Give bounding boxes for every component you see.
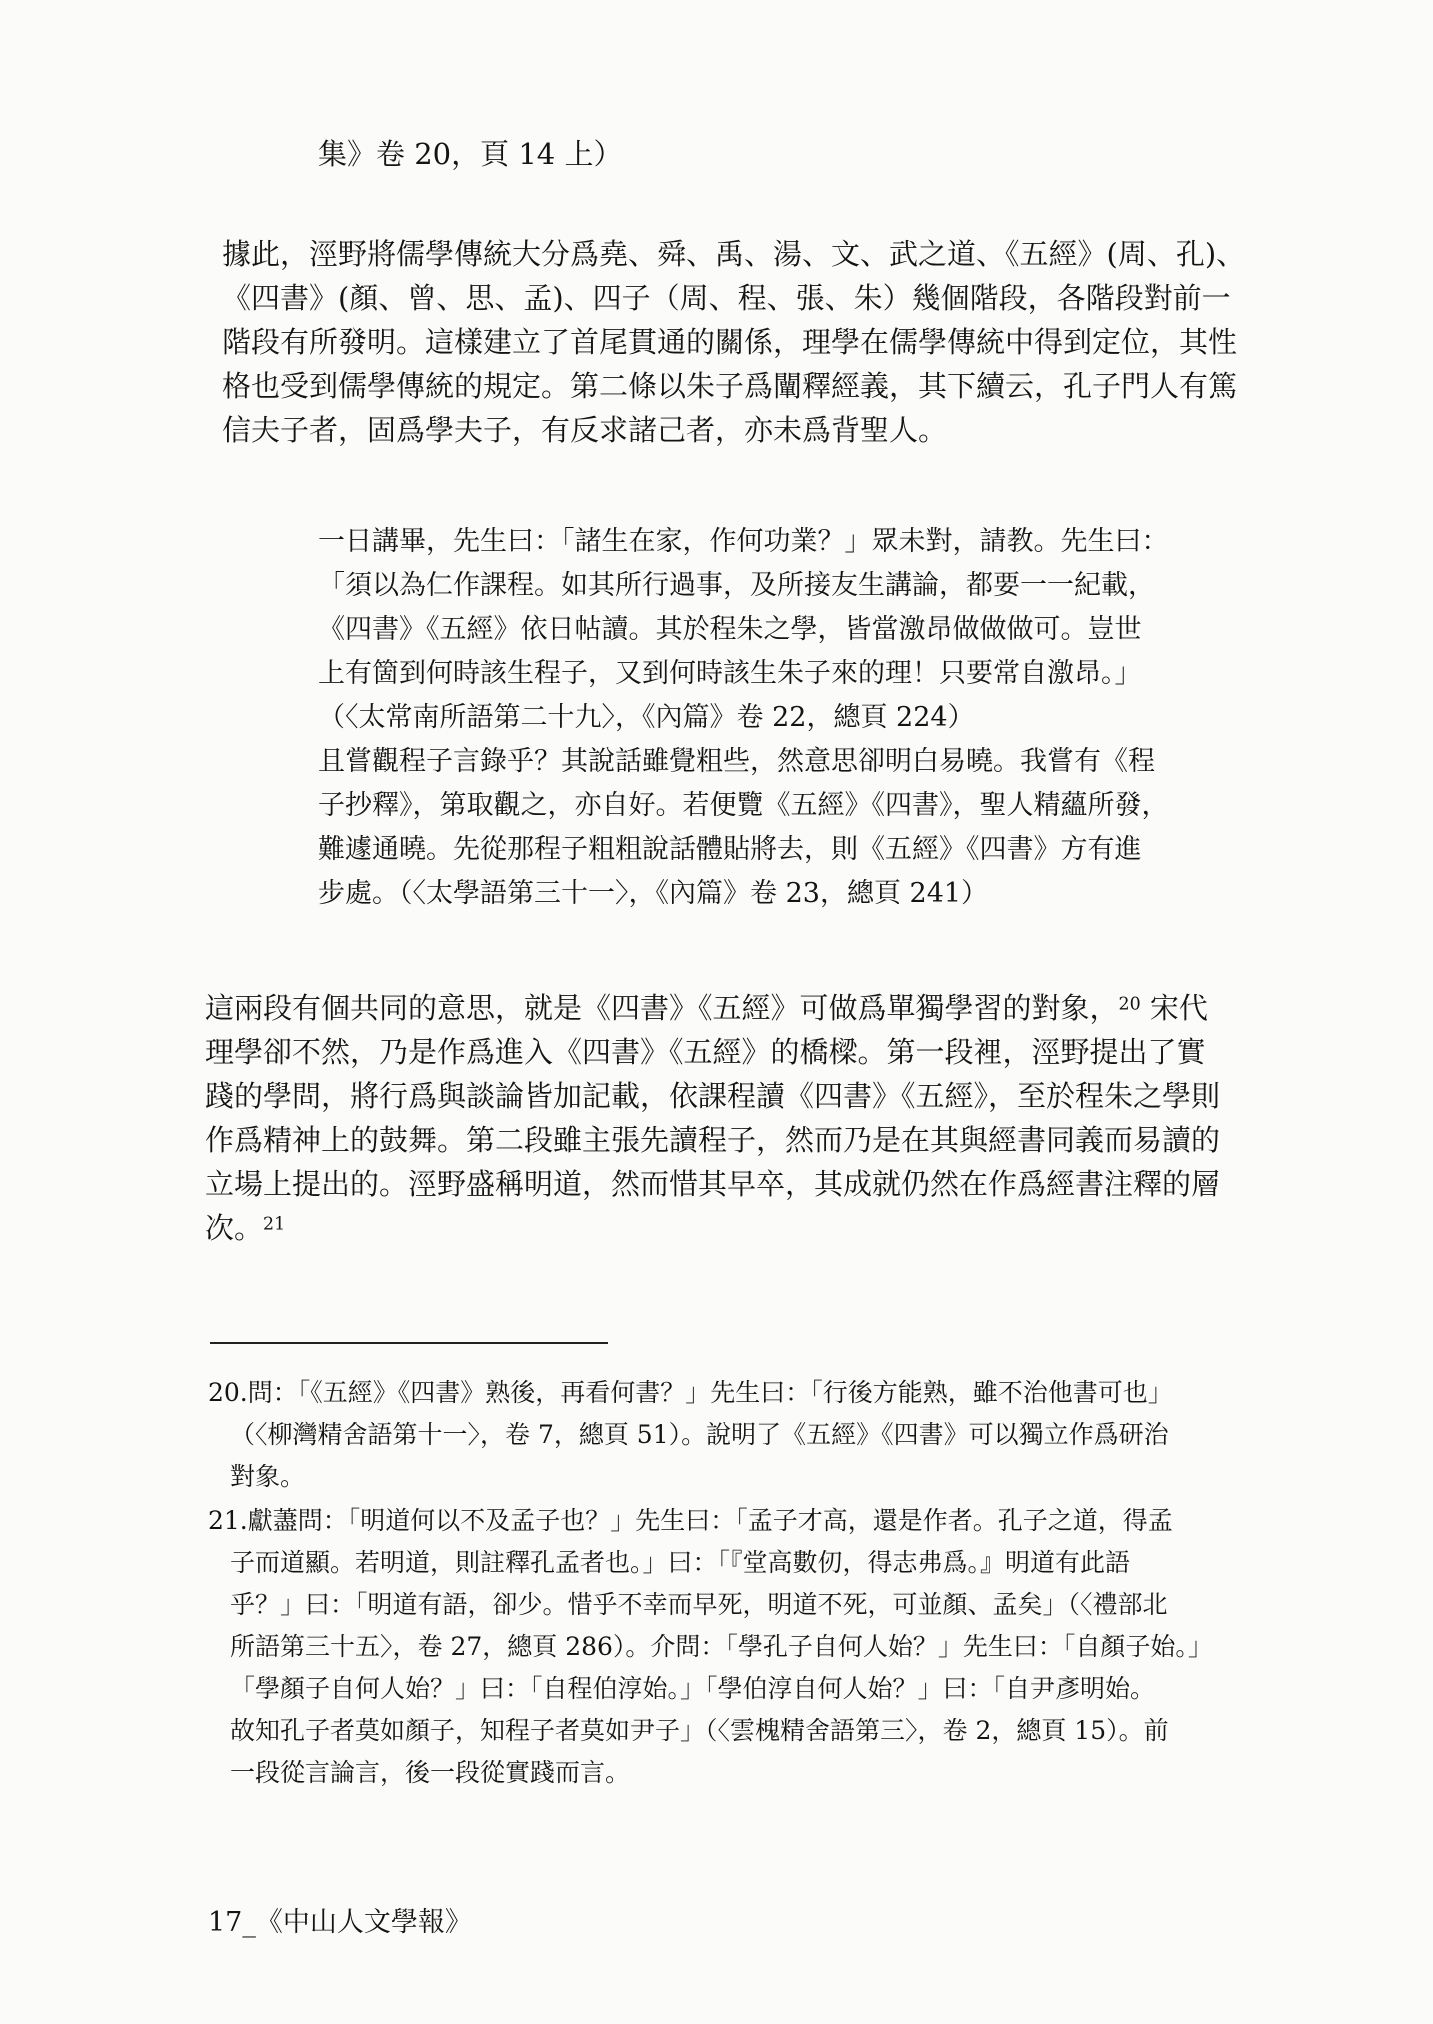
paragraph-line: 格也受到儒學傳統的規定。第二條以朱子爲闡釋經義，其下續云，孔子門人有篤 [222, 369, 1238, 403]
footnote-separator [210, 1342, 608, 1344]
paragraph-line [205, 986, 1208, 1030]
paragraph-line: 階段有所發明。這樣建立了首尾貫通的關係，理學在儒學傳統中得到定位，其性 [222, 325, 1238, 359]
quote-line: 上有箇到何時該生程子，又到何時該生朱子來的理！只要常自激昂。」 [318, 658, 1142, 689]
paragraph-line: 立場上提出的。涇野盛稱明道，然而惜其早卒，其成就仍然在作爲經書注釋的層 [205, 1167, 1221, 1201]
footnote-line: 所語第三十五〉，卷 27，總頁 286）。介問：「學孔子自何人始？」先生曰：「自顏子始。」 [230, 1632, 1213, 1661]
opening-citation-fragment: 集》卷 20，頁 14 上） [318, 137, 623, 171]
footnote-line: 乎？」曰：「明道有語，卻少。惜乎不幸而早死，明道不死，可並顏、孟矣」（〈禮部北 [230, 1590, 1168, 1619]
paragraph-line [205, 1206, 1205, 1250]
journal-name: 《中山人文學報》 [255, 1907, 472, 1938]
block-quotation [318, 520, 1198, 916]
footnote-line: 21.獻藎問：「明道何以不及孟子也？」先生曰：「孟子才高，還是作者。孔子之道，得孟 [208, 1506, 1173, 1535]
quote-citation: （〈太常南所語第二十九〉，《內篇》卷 22，總頁 224） [318, 702, 975, 733]
paragraph-text: 這兩段有個共同的意思，就是《四書》《五經》可做爲單獨學習的對象， [205, 991, 1119, 1025]
quote-line: 「須以為仁作課程。如其所行過事，及所接友生講論，都要一一紀載， [318, 570, 1155, 601]
quote-line: 且嘗觀程子言錄乎？其說話雖覺粗些，然意思卻明白易曉。我嘗有《程 [318, 746, 1155, 777]
footnote-ref-20[interactable]: 20 [1118, 994, 1141, 1015]
paragraph-text: 次。 [205, 1211, 264, 1245]
paragraph-text: 宋代 [1140, 991, 1208, 1025]
quote-line: 《四書》《五經》依日帖讀。其於程朱之學，皆當激昂做做做可。豈世 [318, 614, 1142, 645]
footnote-ref-21[interactable]: 21 [263, 1214, 286, 1235]
quote-line: 子抄釋》，第取觀之，亦自好。若便覽《五經》《四書》，聖人精蘊所發， [318, 790, 1169, 821]
body-paragraph-1 [222, 232, 1246, 452]
paragraph-line: 《四書》(顏、曾、思、孟)、四子（周、程、張、朱）幾個階段，各階段對前一 [222, 281, 1231, 315]
body-paragraph-2 [205, 986, 1221, 1250]
paragraph-line: 理學卻不然，乃是作爲進入《四書》《五經》的橋樑。第一段裡，涇野提出了實 [205, 1035, 1206, 1069]
paragraph-line: 信夫子者，固爲學夫子，有反求諸己者，亦未爲背聖人。 [222, 413, 948, 447]
footnote-20 [208, 1372, 1208, 1498]
footnote-line: 一段從言論言，後一段從實踐而言。 [230, 1758, 631, 1787]
paragraph-line: 踐的學問，將行爲與談論皆加記載，依課程讀《四書》《五經》，至於程朱之學則 [205, 1079, 1221, 1113]
footnote-line: 20.問：「《五經》《四書》熟後，再看何書？」先生曰：「行後方能熟，雖不治他書可也」 [208, 1378, 1173, 1407]
quote-citation: 步處。（〈太學語第三十一〉，《內篇》卷 23，總頁 241） [318, 878, 989, 909]
page-footer [208, 1900, 472, 1939]
paragraph-line: 據此，涇野將儒學傳統大分爲堯、舜、禹、湯、文、武之道、《五經》(周、孔)、 [222, 237, 1246, 271]
footnote-line: 子而道顯。若明道，則註釋孔孟者也。」曰：「『堂高數仞，得志弗爲。』明道有此語 [230, 1548, 1131, 1577]
footnote-line: 故知孔子者莫如顏子，知程子者莫如尹子」（〈雲槐精舍語第三〉，卷 2，總頁 15）。前 [230, 1716, 1169, 1745]
footnote-line: 「學顏子自何人始？」曰：「自程伯淳始。」「學伯淳自何人始？」曰：「自尹彥明始。 [230, 1674, 1156, 1703]
footnote-line: （〈柳灣精舍語第十一〉，卷 7，總頁 51）。說明了《五經》《四書》可以獨立作爲研治 [230, 1420, 1169, 1449]
quote-line: 難遽通曉。先從那程子粗粗說話體貼將去，則《五經》《四書》方有進 [318, 834, 1142, 865]
footnote-line: 對象。 [230, 1462, 306, 1491]
page-number: 17_ [208, 1907, 256, 1938]
quote-line: 一日講畢，先生曰：「諸生在家，作何功業？」眾未對，請教。先生曰： [318, 526, 1169, 557]
paragraph-line: 作爲精神上的鼓舞。第二段雖主張先讀程子，然而乃是在其與經書同義而易讀的 [205, 1123, 1221, 1157]
footnote-21 [208, 1500, 1213, 1794]
